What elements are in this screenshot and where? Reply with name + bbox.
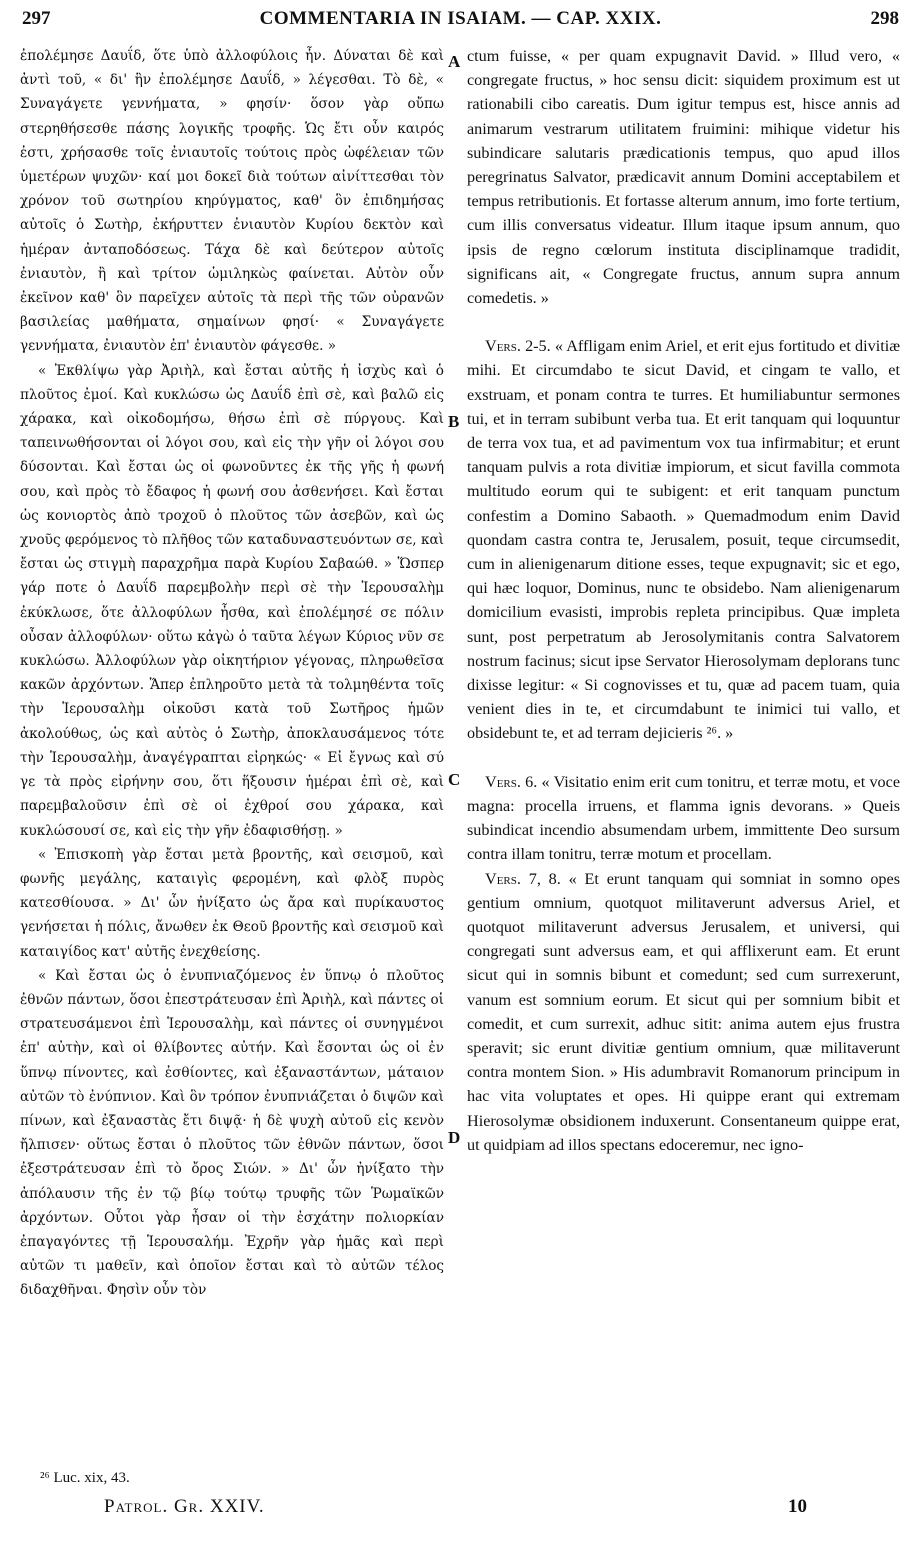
- right-page-number: 298: [870, 8, 899, 29]
- running-title: COMMENTARIA IN ISAIAM. — CAP. XXIX.: [259, 8, 662, 29]
- greek-paragraph: ἐπολέμησε Δαυΐδ, ὅτε ὑπὸ ἀλλοφύλοις ἦν. Δύναται δὲ καὶ ἀντὶ τοῦ, « δι' ἣν ἐπολέμησε Δαυΐδ, » λέγεσθαι. Τὸ δὲ, « Συναγάγετε γεννήματα, » φησίν· ὅσον γὰρ οὔπω στερηθήσεσθε πάσης λογικῆς τροφῆς. Ὡς ἔτι οὖν καιρός ἐστι, χρήσασθε τοῖς ἐνιαυτοῖς τούτοις πρὸς ὠφέλειαν τῶν ὑμετέρων ψυχῶν· καί μοι δοκεῖ διὰ τούτων αἰνίττεσθαι τὸν χρόνον τοῦ σωτηρίου κηρύγματος, καθ' ὃν ἐπιδημήσας αὐτοῖς ὁ Σωτὴρ, ἐκήρυττεν ἐνιαυτὸν Κυρίου δεκτὸν καὶ ἡμέραν ἀνταποδόσεως. Τάχα δὲ καὶ δεύτερον αὐτοῖς ἐνιαυτὸν, ἢ καὶ τρίτον ὡμιληκὼς φαίνεται. Αὐτὸν οὖν ἐκεῖνον καθ' ὃν παρεῖχεν αὐτοῖς τὰ περὶ τῆς τῶν οὐρανῶν βασιλείας μαθήματα, σημαίνων φησί· « Συναγάγετε γεννήματα, ἐνιαυτὸν ἐπ' ἐνιαυτὸν φάγεσθε. »: [20, 48, 444, 355]
- left-page-number: 297: [22, 8, 51, 29]
- greek-paragraph: « Ἐπισκοπὴ γὰρ ἔσται μετὰ βροντῆς, καὶ σεισμοῦ, καὶ φωνῆς μεγάλης, καταιγὶς φερομένη, καὶ φλὸξ πυρὸς κατεσθίουσα. » Δι' ὧν ἠνίξατο ὡς ἄρα καὶ πυρίκαυστος γενήσεται ἡ πόλις, ἄνωθεν ἐκ Θεοῦ βροντῆς καὶ σεισμοῦ καὶ καταιγίδος κατ' αὐτῆς ἐνεχθείσης.: [20, 846, 444, 960]
- latin-paragraph-text: « Affligam enim Ariel, et erit ejus fortitudo et divitiæ mihi. Et circumdabo te sicut David, et cingam te vallo, et exstruam, et ponam contra te turres. Et humiliabuntur sermones tui, et in terram subibunt verba tua. Et erit tanquam qui loquuntur de terra vox tua, et ad pavimentum vox tua infirmabitur; et erunt tanquam pulvis a rota divitiæ impiorum, et sicut favilla commota multitudo eorum qui te subigent: et erit tanquam punctum confestim a Domino Sabaoth. » Quemadmodum enim David quondam castra contra te, Jerusalem, posuit, teque circumsedit, cum in alienigenarum ditione esses, teque expugnavit; sic et ego, qui hæc loquor, Dominus, nunc te obsidebo. Nam alienigenarum domicilium evasisti, improbis repleta principibus. Quæ impleta sunt, post perpetratum ab Jerosolymitanis contra Salvatorem nostrum facinus; sicut ipse Servator Hierosolymam deplorans tunc dixisse legitur: « Si cognovisses et tu, quæ ad pacem tuam, quia venient dies in te, et circumdabunt te inimici tui vallo, et obsidebunt te, et ad terram dejicieris ²⁶. »: [467, 337, 901, 743]
- margin-marker-b: B: [448, 412, 460, 431]
- latin-paragraph-text: « Et erunt tanquam qui somniat in somno opes gentium omnium, quotquot militaverunt adversus Ariel, et quotquot militaverunt adversus Jerusalem, et universi, qui congregati sunt adversus eam, et qui afflixerunt eam. Et erunt sicut qui in somnis bibunt et comedunt; sed cum surrexerunt, vanum est somnium eorum. Et sicut qui per somnium bibit et comedit, et cum surrexit, adhuc sitit: anima autem ejus frustra speravit; sic erunt divitiæ gentium omnium, quæ militaverunt contra montem Sion. » His adumbravit Romanorum principum in hac vita voluptates et opes. Hi quippe erant qui extremam Hierosolymæ obsidionem induxerunt. Consentaneum quippe erat, ut quidpiam ad illos spectans edoceremur, nec igno-: [467, 869, 900, 1154]
- greek-paragraph: « Ἐκθλίψω γὰρ Ἀριὴλ, καὶ ἔσται αὐτῆς ἡ ἰσχὺς καὶ ὁ πλοῦτος ἐμοί. Καὶ κυκλώσω ὡς Δαυΐδ ἐπὶ σὲ, καὶ βαλῶ εἰς χάρακα, καὶ οἰκοδομήσω, θήσω ἐπὶ σὲ πύργους. Καὶ ταπεινωθήσονται οἱ λόγοι σου, καὶ εἰς τὴν γῆν οἱ λόγοι σου δύσονται. Καὶ ἔσται ὡς οἱ φωνοῦντες ἐκ τῆς γῆς ἡ φωνή σου, καὶ πρὸς τὸ ἔδαφος ἡ φωνή σου ἀσθενήσει. Καὶ ἔσται ὡς κονιορτὸς ἀπὸ τροχοῦ ὁ πλοῦτος τῶν ἀσεβῶν, καὶ ὡς χνοῦς φερόμενος τὸ πλῆθος τῶν καταδυναστευόντων σε, καὶ ἔσται ὡς στιγμὴ παραχρῆμα παρὰ Κυρίου Σαβαώθ. » Ὥσπερ γάρ ποτε ὁ Δαυΐδ παρεμβολὴν περὶ σὲ τὴν Ἱερουσαλὴμ ἐκύκλωσε, ὅτε ἀλλοφύλων ἦσθα, καὶ ἐπολέμησέ σε πόλιν οὖσαν ἀλλοφύλων· οὕτω κἀγὼ ὁ ταῦτα λέγων Κύριος νῦν σε κυκλώσω. Ἀλλοφύλων γὰρ οἰκητήριον γέγονας, πληρωθεῖσα κακῶν ἀρχόντων. Ἅπερ ἐπληροῦτο μετὰ τὰ τολμηθέντα τοῖς τὴν Ἱερουσαλὴμ οἰκοῦσι κατὰ τοῦ Σωτῆρος ἡμῶν ἀκολούθως, ὡς καὶ αὐτὸς ὁ Σωτὴρ, ἀποκλαυσάμενος τότε τὴν Ἱερουσαλὴμ, ἀναγέγραπται εἰρηκώς· « Εἰ ἔγνως καὶ σύ γε τὰ πρὸς εἰρήνην σου, ὅτι ἥξουσιν ἡμέραι ἐπὶ σὲ, καὶ παρεμβαλοῦσιν ἐπὶ σὲ οἱ ἐχθροί σου χάρακα, καὶ κυκλώσουσί σε, καὶ εἰς τὴν γῆν ἐδαφισθήσῃ. »: [20, 362, 444, 839]
- margin-marker-c: C: [448, 770, 461, 789]
- running-header: [22, 8, 899, 34]
- margin-marker-d: D: [448, 1128, 461, 1147]
- latin-column: [467, 44, 900, 1157]
- latin-paragraph: [467, 334, 900, 745]
- footnote: ²⁶ Luc. xix, 43.: [40, 1470, 130, 1486]
- margin-marker-a: A: [448, 52, 461, 71]
- greek-paragraph: « Καὶ ἔσται ὡς ὁ ἐνυπνιαζόμενος ἐν ὕπνῳ ὁ πλοῦτος ἐθνῶν πάντων, ὅσοι ἐπεστράτευσαν ἐπὶ Ἀριὴλ, καὶ πάντες οἱ στρατευσάμενοι ἐπὶ Ἱερουσαλὴμ, καὶ πάντες οἱ συνηγμένοι ἐπ' αὐτὴν, καὶ οἱ θλίβοντες αὐτήν. Καὶ ἔσονται ὡς οἱ ἐν ὕπνῳ πίνοντες, καὶ ἐσθίοντες, καὶ ἐξαναστάντων, μάταιον αὐτῶν τὸ ἐνύπνιον. Καὶ ὃν τρόπον ἐνυπνιάζεται ὁ διψῶν καὶ πίνων, καὶ ἐξαναστὰς ἔτι διψᾷ· ἡ δὲ ψυχὴ αὐτοῦ εἰς κενὸν ἤλπισεν· οὕτως ἔσται ὁ πλοῦτος τῶν ἐθνῶν πάντων, ὅσοι ἐξεστράτευσαν ἐπὶ τὸ ὄρος Σιών. » Δι' ὧν ἠνίξατο τὴν ἀπόλαυσιν τῆς ἐν τῷ βίῳ τούτῳ τρυφῆς τῶν Ῥωμαϊκῶν ἀρχόντων. Οὗτοι γὰρ ἦσαν οἱ τὴν ἐσχάτην πολιορκίαν ἐπαγαγόντες τῇ Ἱερουσαλήμ. Ἐχρῆν γὰρ ἡμᾶς καὶ περὶ αὐτῶν τι μαθεῖν, καὶ ὁποῖον ἔσται καὶ τὸ αὐτῶν τέλος διδαχθῆναι. Φησὶν οὖν τὸν: [20, 967, 444, 1299]
- latin-paragraph-text: « Visitatio enim erit cum tonitru, et terræ motu, et voce magna: procella irruens, et flamma ignis devorans. » Queis subindicat incendio absumendam urbem, immittente Deo sursum contra illam tonitru, terræ motum et procellam.: [467, 772, 901, 864]
- paragraph-gap: [467, 746, 900, 770]
- latin-paragraph: ctum fuisse, « per quam expugnavit David. » Illud vero, « congregate fructus, » hoc sensu dicit: siquidem proximum est ut rationabili cibo careatis. Dum igitur tempus est, hisce annis ad animarum vestrarum utilitatem fruimini: mihique videtur his subindicare salutaris prædicationis tempus, quo apud illos peregrinatus Salvator, prædicavit annum Domini acceptabilem et tempus retributionis. Et fortasse alterum annum, imo forte tertium, cum illis conversatus videatur. Illum itaque ipsum annum, quo ipsis de regno cœlorum instituta disciplinamque tradidit, significans ait, « Congregate fructus, annum supra annum comedetis. »: [467, 47, 900, 308]
- latin-paragraph: [467, 867, 900, 1157]
- series-signature: Patrol. Gr. XXIV.: [104, 1496, 265, 1517]
- sheet-number: 10: [788, 1496, 807, 1517]
- verse-reference: Vers. 7, 8.: [485, 869, 561, 888]
- latin-paragraph: [467, 770, 900, 867]
- verse-reference: Vers. 6.: [485, 772, 538, 791]
- paragraph-gap: [467, 310, 900, 334]
- verse-reference: Vers. 2-5.: [485, 337, 551, 356]
- greek-column: [20, 44, 444, 1303]
